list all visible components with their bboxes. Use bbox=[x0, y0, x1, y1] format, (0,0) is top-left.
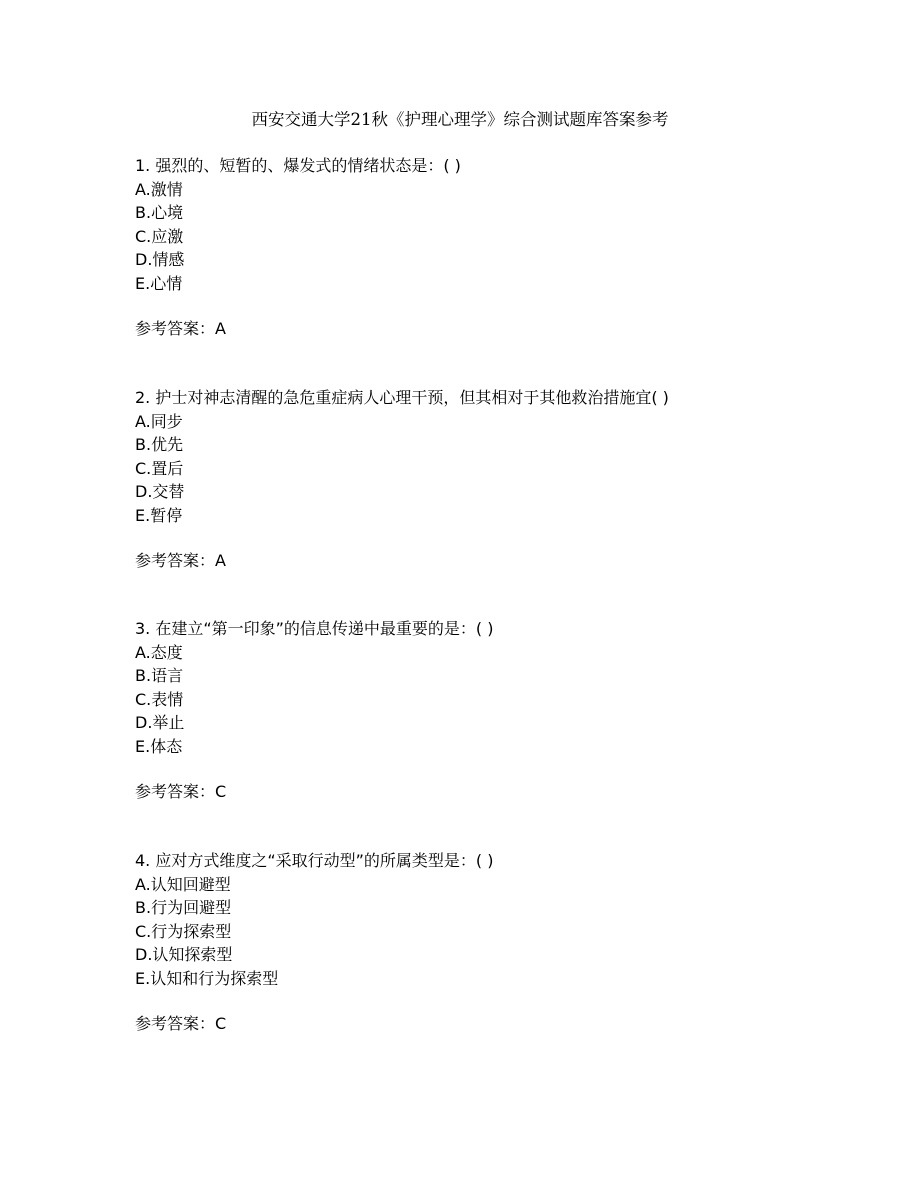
option-d: D.举止 bbox=[135, 713, 185, 733]
option-d: D.交替 bbox=[135, 482, 185, 502]
question-stem: 3. 在建立“第一印象”的信息传递中最重要的是：( ) bbox=[135, 619, 494, 638]
option-b: B.语言 bbox=[135, 666, 184, 686]
option-e: E.心情 bbox=[135, 273, 183, 293]
question-4 bbox=[135, 849, 835, 1036]
option-b: B.心境 bbox=[135, 203, 184, 223]
document-title: 西安交通大学21秋《护理心理学》综合测试题库答案参考 bbox=[251, 110, 669, 129]
option-c: C.行为探索型 bbox=[135, 921, 232, 941]
option-c: C.应激 bbox=[135, 226, 184, 246]
option-c: C.置后 bbox=[135, 458, 184, 478]
option-a: A.同步 bbox=[135, 412, 183, 431]
option-e: E.暂停 bbox=[135, 505, 183, 525]
question-stem: 2. 护士对神志清醒的急危重症病人心理干预，但其相对于其他救治措施宜( ) bbox=[135, 388, 669, 407]
option-a: A.认知回避型 bbox=[135, 875, 231, 894]
option-e: E.体态 bbox=[135, 736, 183, 756]
reference-answer: 参考答案：A bbox=[135, 318, 226, 338]
reference-answer: 参考答案：A bbox=[135, 550, 226, 570]
option-a: A.激情 bbox=[135, 180, 183, 199]
option-b: B.优先 bbox=[135, 435, 184, 455]
question-stem: 1. 强烈的、短暂的、爆发式的情绪状态是：( ) bbox=[135, 156, 461, 175]
question-1 bbox=[135, 154, 835, 341]
option-c: C.表情 bbox=[135, 689, 184, 709]
question-3 bbox=[135, 617, 835, 804]
option-b: B.行为回避型 bbox=[135, 898, 232, 918]
reference-answer: 参考答案：C bbox=[135, 781, 227, 801]
question-stem: 4. 应对方式维度之“采取行动型”的所属类型是：( ) bbox=[135, 851, 494, 870]
question-2 bbox=[135, 386, 835, 573]
option-e: E.认知和行为探索型 bbox=[135, 968, 279, 988]
option-d: D.情感 bbox=[135, 250, 185, 270]
option-d: D.认知探索型 bbox=[135, 945, 233, 965]
reference-answer: 参考答案：C bbox=[135, 1013, 227, 1033]
option-a: A.态度 bbox=[135, 643, 183, 662]
